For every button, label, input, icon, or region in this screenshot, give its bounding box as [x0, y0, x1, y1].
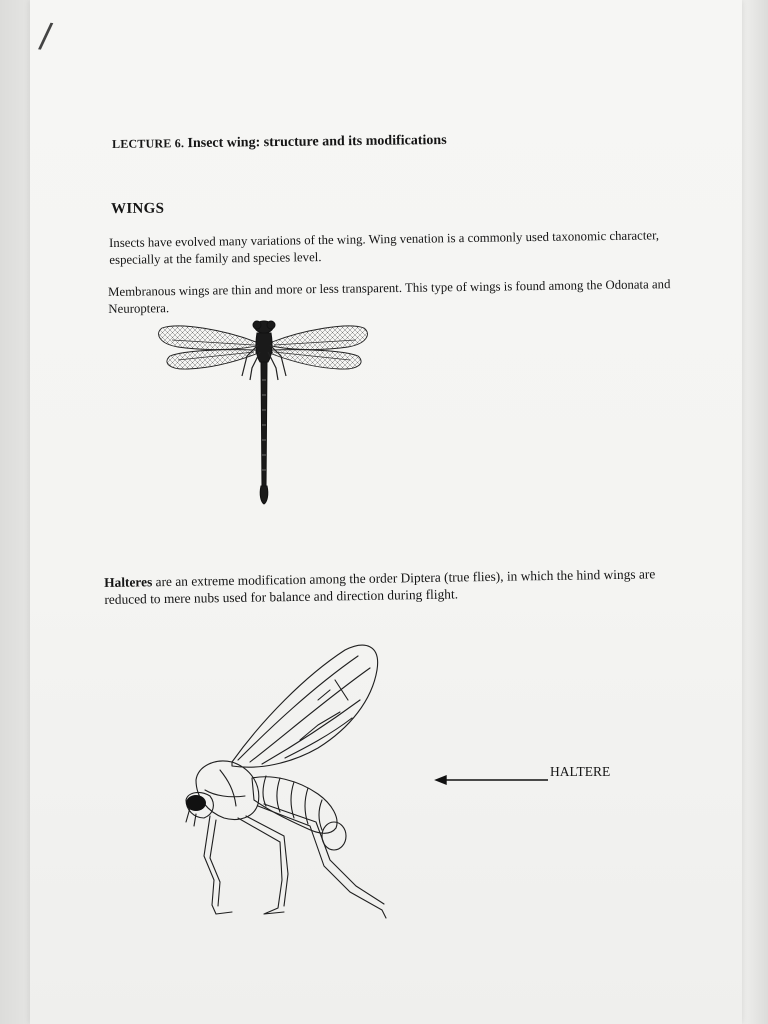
paragraph-venation: Insects have evolved many variations of the wing. Wing venation is a commonly used taxonomic character, especially at the family and species level.: [109, 228, 660, 267]
pen-mark: /: [37, 15, 55, 57]
section-heading-wings: WINGS: [111, 200, 165, 217]
document-page: [30, 0, 742, 1024]
lecture-title-text: Insect wing: structure and its modifications: [187, 132, 447, 152]
paragraph-membranous: Membranous wings are thin and more or less transparent. This type of wings is found among the Odonata and Neuroptera.: [108, 277, 671, 316]
lecture-number: LECTURE 6.: [112, 136, 185, 151]
halteres-term: Halteres: [104, 574, 153, 590]
halteres-text: are an extreme modification among the order Diptera (true flies), in which the hind wings are reduced to mere nubs used for balance and direction during flight.: [104, 566, 656, 607]
haltere-label: HALTERE: [550, 764, 611, 779]
